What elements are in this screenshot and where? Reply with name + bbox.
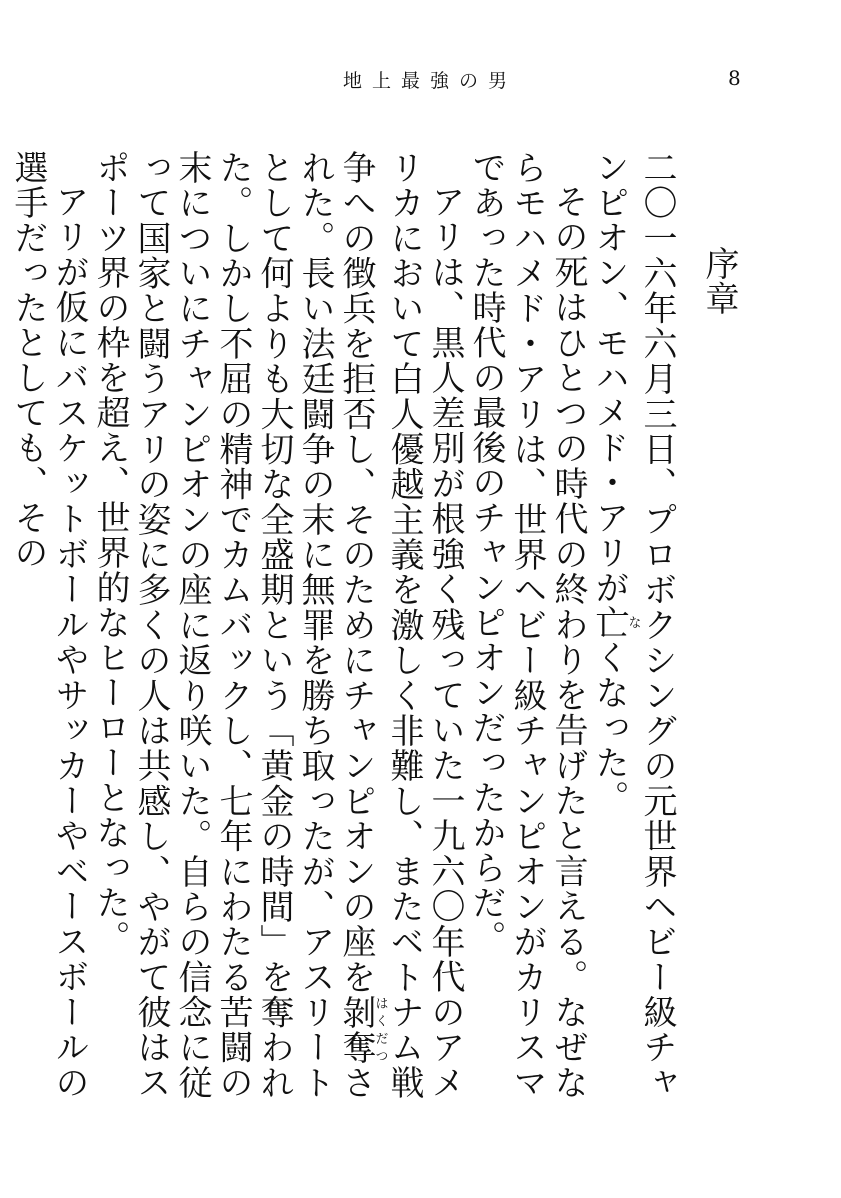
paragraph-2: その死はひとつの時代の終わりを告げたと言える。なぜならモハメド・アリは、世界ヘビー級チャンピオンがカリスマであった時代の最後のチャンピオンだったからだ。 (466, 150, 588, 1100)
paragraph-3-text-start: アリは、黒人差別が根強く残っていた一九六〇年代のアメリカにおいて白人優越主義を激しく非難し、またベトナム戦争への徴兵を拒否し、そのためにチャンピオンの座を (336, 150, 465, 1100)
paragraph-3-text-end: された。長い法廷闘争の末に無罪を勝ち取ったが、アスリートとして何よりも大切な全盛期という「黄金の時間」を奪われた。しかし不屈の精神でカムバックし、七年にわたる苦闘の末についにチャンピオンの座に返り咲いた。自らの信念に従って国家と闘うアリの姿に多くの人は共感し、やがて彼はスポーツ界の枠を超え、世界的なヒーローとなった。 (90, 150, 376, 1101)
paragraph-1-text-start: 二〇一六年六月三日、プロボクシングの元世界ヘビー級チャンピオン、モハメド・アリが (589, 150, 677, 1100)
running-head-title: 地上最強の男 (342, 70, 517, 92)
ruby-reading: はくだつ (372, 994, 388, 1065)
paragraph-3 (89, 150, 465, 1100)
body-text (8, 150, 761, 1101)
ruby-nakunatta (589, 605, 641, 640)
paragraph-4: アリが仮にバスケットボールやサッカーやベースボールの選手だったとしても、その (8, 150, 89, 1100)
ruby-hakudatsu (336, 994, 388, 1066)
ruby-reading: な (625, 605, 641, 640)
ruby-base: 剝奪 (336, 994, 376, 1066)
paragraph-1-text-end: くなった。 (589, 640, 629, 815)
page-number: 8 (728, 66, 741, 90)
chapter-title: 序章 (699, 246, 739, 316)
ruby-base: 亡 (589, 605, 629, 640)
paragraph-1 (588, 150, 677, 1100)
